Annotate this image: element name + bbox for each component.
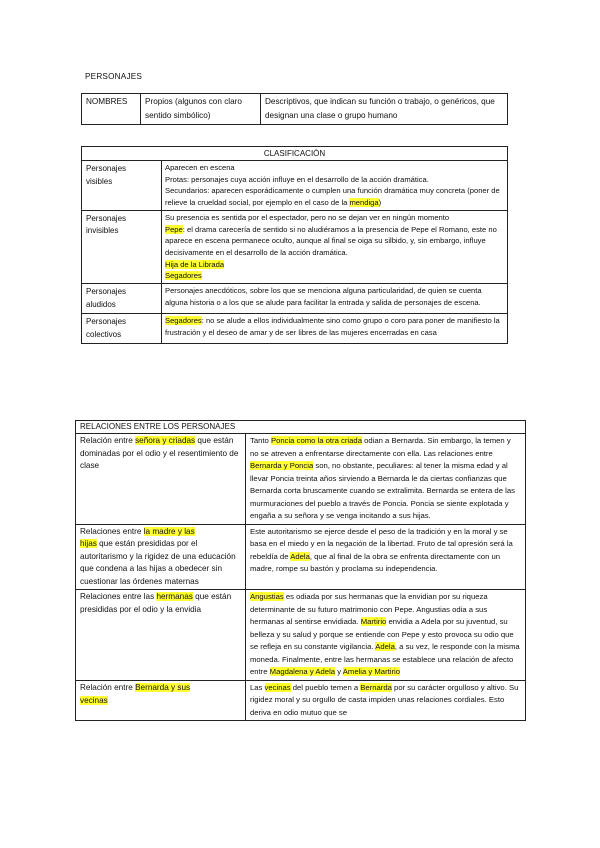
- table-row: [76, 680, 526, 721]
- desc-text: del pueblo temen a: [290, 682, 361, 692]
- personajes-table: [81, 93, 508, 125]
- table-row: [82, 161, 508, 211]
- row-description: [162, 210, 508, 283]
- highlight: señora y criadas: [135, 436, 196, 445]
- highlight: Angustias: [250, 592, 284, 602]
- row-label: [76, 590, 246, 681]
- page-title: PERSONAJES: [85, 72, 143, 81]
- highlight: Magdalena y Adela: [269, 667, 336, 677]
- desc-text: son, no obstante, peculiares: al tener la misma edad y al llevar Poncia treinta años sirviendo a Bernarda le da ciertas confianzas que Bernarda corta bruscamente cuando se extralimita. Bernarda se entera de las murmuraciones del pueblo a través de Poncia. Poncia se siente explotada y engaña a su señora y se venga incitando a sus hijas.: [250, 461, 515, 520]
- desc-line: Aparecen en escena: [165, 163, 235, 172]
- label-text: Personajes: [86, 164, 127, 173]
- label-text: Relaciones entre las: [80, 592, 157, 602]
- row-description: [246, 524, 526, 590]
- row-label: [76, 680, 246, 721]
- desc-text: Este autoritarismo se ejerce desde el peso de la tradición y en la moral y se basa en el miedo y en la negación de la libertad. Fruto de tal opresión será la rebeldía de: [250, 526, 513, 561]
- descriptivos-cell: Descriptivos, que indican su función o trabajo, o genéricos, que designan una clase o grupo humano: [261, 94, 508, 125]
- highlight: Adela: [290, 551, 310, 561]
- label-text: Personajes: [86, 213, 127, 223]
- row-label: [82, 284, 162, 314]
- clasificacion-table: [81, 146, 508, 344]
- highlight: hermanas: [156, 592, 193, 602]
- row-description: [246, 590, 526, 681]
- label-text: que están dominadas por el odio y el resentimiento de clase: [80, 436, 239, 471]
- row-label: [82, 161, 162, 211]
- label-text: visibles: [86, 176, 113, 186]
- desc-text: y: [335, 667, 343, 677]
- highlight: Amelia y Martirio: [342, 667, 401, 677]
- highlight: Bernarda: [360, 682, 392, 692]
- label-text: Personajes: [86, 317, 127, 327]
- desc-text: es odiada por sus hermanas que la envidian por su riqueza determinante de su futuro matrimonio con Pepe. Angustias odia a sus hermanas al sentirse envidiada.: [250, 592, 488, 627]
- relaciones-header: RELACIONES ENTRE LOS PERSONAJES: [76, 421, 526, 434]
- highlight: Hija de la Librada: [165, 259, 225, 269]
- row-description: [162, 161, 508, 211]
- desc-line: Protas: personajes cuya acción influye en el desarrollo de la acción dramática.: [165, 174, 429, 184]
- highlight: hijas: [80, 539, 97, 549]
- table-row: [82, 210, 508, 283]
- row-label: [76, 434, 246, 525]
- row-label: [76, 524, 246, 590]
- desc-text: Tanto: [250, 436, 271, 445]
- label-text: Relación entre: [80, 436, 136, 445]
- highlight: Martirio: [360, 617, 387, 627]
- row-label: [82, 314, 162, 344]
- highlight: vecinas: [80, 695, 108, 705]
- row-description: [246, 680, 526, 721]
- desc-line: ): [378, 198, 382, 208]
- row-label: [82, 210, 162, 283]
- highlight: vecinas: [264, 682, 291, 692]
- row-description: [162, 314, 508, 344]
- table-header-row: [76, 421, 526, 434]
- row-description: [246, 434, 526, 525]
- nombres-cell: NOMBRES: [82, 94, 141, 125]
- table-header-row: [82, 147, 508, 161]
- desc-text: odian a Bernarda. Sin embargo, la temen y no se atreven a enfrentarse directamente con ella. Las relaciones entre: [250, 436, 511, 458]
- desc-text: , que al final de la obra se enfrenta directamente con un madre, rompe su bastón y proclama su independencia.: [250, 551, 501, 573]
- desc-text: : el drama carecería de sentido si no aludiéramos a la presencia de Pepe el Romano, este no aparece en escena permanece oculto, aunque al final se oiga su silbido, y, sin embargo, influye decisivamente en el desarrollo de la acción dramática.: [165, 224, 497, 257]
- label-text: que están presididas por el odio y la envidia: [80, 592, 232, 615]
- highlight: Adela: [375, 642, 395, 652]
- highlight: Pepe: [165, 224, 183, 234]
- table-row: [76, 524, 526, 590]
- desc-line: Su presencia es sentida por el espectador, pero no se dejan ver en ningún momento: [165, 212, 450, 222]
- highlight: Segadores: [165, 316, 202, 326]
- label-text: Personajes: [86, 287, 127, 297]
- table-row: [82, 94, 508, 125]
- table-row: [76, 434, 526, 525]
- propios-cell: Propios (algunos con claro sentido simbólico): [141, 94, 261, 125]
- desc-text: por su carácter orgulloso y altivo. Su rigidez moral y su orgullo de casta impiden unas relaciones cordiales. Esto deriva en odio mutuo que se: [250, 682, 519, 717]
- label-text: invisibles: [86, 226, 119, 236]
- table-row: [82, 314, 508, 344]
- highlight: Bernarda y sus: [135, 682, 191, 692]
- label-text: aludidos: [86, 299, 116, 309]
- row-description: Personajes anecdóticos, sobre los que se menciona alguna particularidad, de quien se cuenta alguna historia o a los que se alude para facilitar la entrada y salida de personajes de escena.: [162, 284, 508, 314]
- desc-text: , a su vez, le responde con la misma moneda. Finalmente, entre las hermanas se establece una relación de afecto entre: [250, 642, 520, 677]
- label-text: Relación entre: [80, 682, 136, 692]
- highlight: la madre y las: [143, 526, 195, 536]
- desc-text: : no se alude a ellos individualmente sino como grupo o coro para poner de manifiesto la frustración y el deseo de amar y de ser libres de las mujeres encerradas en casa: [165, 316, 500, 337]
- highlight: Segadores: [165, 271, 202, 281]
- clasificacion-header: CLASIFICACIÓN: [82, 147, 508, 161]
- label-text: colectivos: [86, 329, 122, 339]
- highlight: Bernarda y Poncia: [250, 461, 314, 470]
- table-row: [76, 590, 526, 681]
- desc-line: Secundarios: aparecen esporádicamente o cumplen una función dramática muy concreta (poner de relieve la crueldad social, por ejemplo en el caso de la: [165, 186, 500, 208]
- highlight: mendiga: [349, 198, 379, 208]
- label-text: Relaciones entre: [80, 526, 144, 536]
- desc-text: envidia a Adela por su juventud, su belleza y su salud y porque se entiende con Pepe y esto provoca su odio que se refleja en su constante vigilancia.: [250, 617, 514, 652]
- highlight: Poncia como la otra criada: [270, 436, 362, 445]
- relaciones-table: [75, 420, 526, 721]
- label-text: que están presididas por el autoritarismo y la rigidez de una educación que condena a las hijas a obedecer sin cuestionar las órdenes maternas: [80, 539, 236, 586]
- desc-text: Las: [250, 682, 265, 692]
- table-row: [82, 284, 508, 314]
